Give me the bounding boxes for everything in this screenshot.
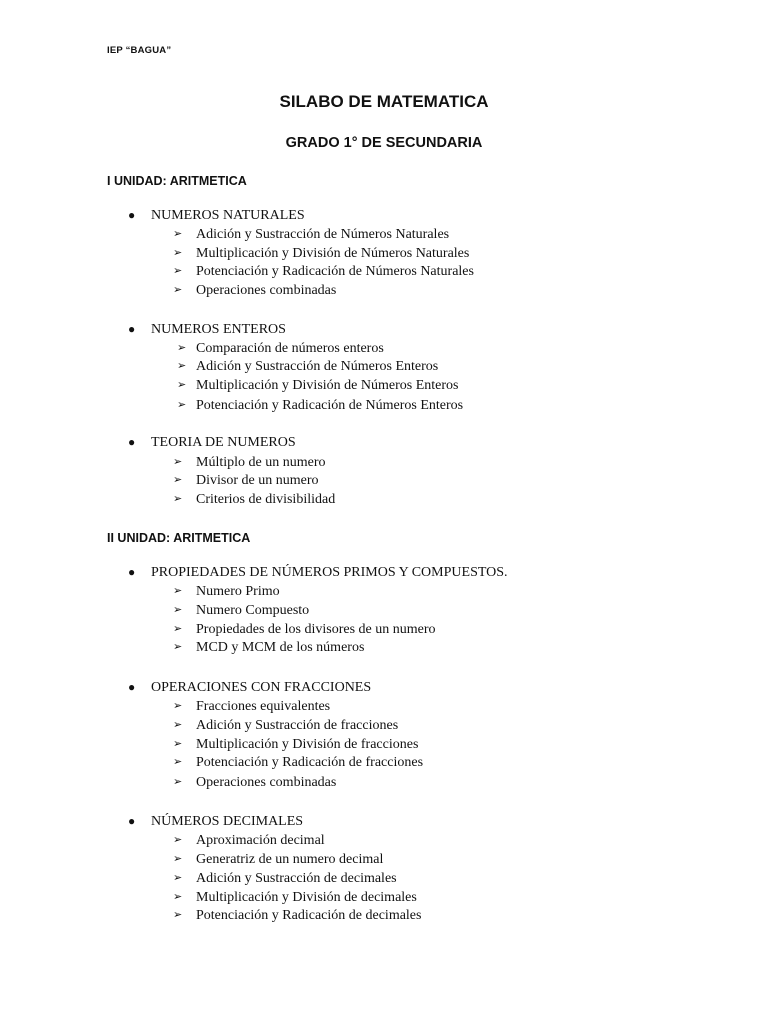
list-item <box>173 582 280 601</box>
list-item-text: Operaciones combinadas <box>196 775 337 790</box>
arrow-right-icon: ➢ <box>173 853 183 865</box>
list-item <box>177 396 463 415</box>
list-item <box>173 869 397 888</box>
page-title: SILABO DE MATEMATICA <box>279 92 489 111</box>
list-item-text: Multiplicación y División de Números Enteros <box>196 378 459 393</box>
list-item-text: Comparación de números enteros <box>196 341 384 356</box>
topic-item <box>128 812 303 831</box>
topic-title: NUMEROS ENTEROS <box>151 322 286 337</box>
list-item-text: Numero Compuesto <box>196 603 310 618</box>
bullet-icon: ● <box>128 565 136 579</box>
arrow-right-icon: ➢ <box>177 379 187 391</box>
list-item <box>173 773 336 792</box>
arrow-right-icon: ➢ <box>173 493 183 505</box>
list-item-text: Multiplicación y División de fracciones <box>196 737 419 752</box>
school-name: IEP “BAGUA” <box>107 45 172 56</box>
list-item <box>173 620 436 639</box>
bullet-icon: ● <box>128 680 136 694</box>
arrow-right-icon: ➢ <box>173 776 183 788</box>
bullet-icon: ● <box>128 322 136 336</box>
list-item <box>173 888 417 907</box>
list-item-text: Adición y Sustracción de fracciones <box>196 718 399 733</box>
topic-item <box>128 563 508 582</box>
list-item-text: Múltiplo de un numero <box>196 455 326 470</box>
arrow-right-icon: ➢ <box>173 719 183 731</box>
list-item-text: Divisor de un numero <box>196 473 319 488</box>
list-item-text: Adición y Sustracción de Números Enteros <box>196 359 439 374</box>
list-item <box>173 490 335 509</box>
arrow-right-icon: ➢ <box>173 641 183 653</box>
list-item-text: Potenciación y Radicación de decimales <box>196 908 422 923</box>
arrow-right-icon: ➢ <box>173 247 183 259</box>
list-item <box>173 831 325 850</box>
list-item-text: Multiplicación y División de decimales <box>196 890 417 905</box>
arrow-right-icon: ➢ <box>173 872 183 884</box>
arrow-right-icon: ➢ <box>173 834 183 846</box>
list-item <box>173 453 326 472</box>
arrow-right-icon: ➢ <box>173 700 183 712</box>
list-item-text: Multiplicación y División de Números Naturales <box>196 246 470 261</box>
list-item-text: Adición y Sustracción de Números Naturales <box>196 227 450 242</box>
topic-title: OPERACIONES CON FRACCIONES <box>151 680 372 695</box>
list-item <box>177 376 458 395</box>
list-item <box>173 735 418 754</box>
list-item-text: Generatriz de un numero decimal <box>196 852 384 867</box>
list-item-text: Numero Primo <box>196 584 280 599</box>
arrow-right-icon: ➢ <box>173 228 183 240</box>
arrow-right-icon: ➢ <box>177 399 187 411</box>
arrow-right-icon: ➢ <box>173 623 183 635</box>
list-item-text: Aproximación decimal <box>196 833 325 848</box>
topic-title: NÚMEROS DECIMALES <box>151 814 304 829</box>
arrow-right-icon: ➢ <box>173 284 183 296</box>
arrow-right-icon: ➢ <box>173 265 183 277</box>
arrow-right-icon: ➢ <box>177 342 187 354</box>
list-item <box>173 244 469 263</box>
topic-title: NUMEROS NATURALES <box>151 208 305 223</box>
list-item-text: Potenciación y Radicación de Números Enteros <box>196 398 464 413</box>
list-item <box>173 262 474 281</box>
arrow-right-icon: ➢ <box>173 891 183 903</box>
topic-item <box>128 433 296 452</box>
page-subtitle: GRADO 1° DE SECUNDARIA <box>285 135 483 151</box>
list-item-text: Potenciación y Radicación de Números Naturales <box>196 264 474 279</box>
list-item <box>173 753 423 772</box>
arrow-right-icon: ➢ <box>173 909 183 921</box>
topic-title: TEORIA DE NUMEROS <box>151 435 296 450</box>
topic-item <box>128 678 371 697</box>
list-item-text: Adición y Sustracción de decimales <box>196 871 397 886</box>
arrow-right-icon: ➢ <box>177 360 187 372</box>
arrow-right-icon: ➢ <box>173 756 183 768</box>
list-item <box>173 471 318 490</box>
list-item <box>173 716 398 735</box>
list-item <box>173 281 336 300</box>
arrow-right-icon: ➢ <box>173 585 183 597</box>
bullet-icon: ● <box>128 208 136 222</box>
list-item <box>173 697 330 716</box>
arrow-right-icon: ➢ <box>173 456 183 468</box>
bullet-icon: ● <box>128 435 136 449</box>
list-item <box>173 601 309 620</box>
topic-item <box>128 206 305 225</box>
list-item-text: Operaciones combinadas <box>196 283 337 298</box>
list-item <box>177 357 438 376</box>
list-item <box>173 638 364 657</box>
list-item <box>173 906 421 925</box>
unit-heading: II UNIDAD: ARITMETICA <box>107 531 251 545</box>
list-item <box>177 339 384 358</box>
arrow-right-icon: ➢ <box>173 474 183 486</box>
bullet-icon: ● <box>128 814 136 828</box>
unit-heading: I UNIDAD: ARITMETICA <box>107 174 247 188</box>
list-item <box>173 225 449 244</box>
topic-title: PROPIEDADES DE NÚMEROS PRIMOS Y COMPUESTOS. <box>151 565 508 580</box>
arrow-right-icon: ➢ <box>173 604 183 616</box>
topic-item <box>128 320 286 339</box>
list-item <box>173 850 383 869</box>
list-item-text: Criterios de divisibilidad <box>196 492 336 507</box>
arrow-right-icon: ➢ <box>173 738 183 750</box>
list-item-text: MCD y MCM de los números <box>196 640 365 655</box>
list-item-text: Propiedades de los divisores de un numero <box>196 622 436 637</box>
list-item-text: Potenciación y Radicación de fracciones <box>196 755 424 770</box>
list-item-text: Fracciones equivalentes <box>196 699 331 714</box>
